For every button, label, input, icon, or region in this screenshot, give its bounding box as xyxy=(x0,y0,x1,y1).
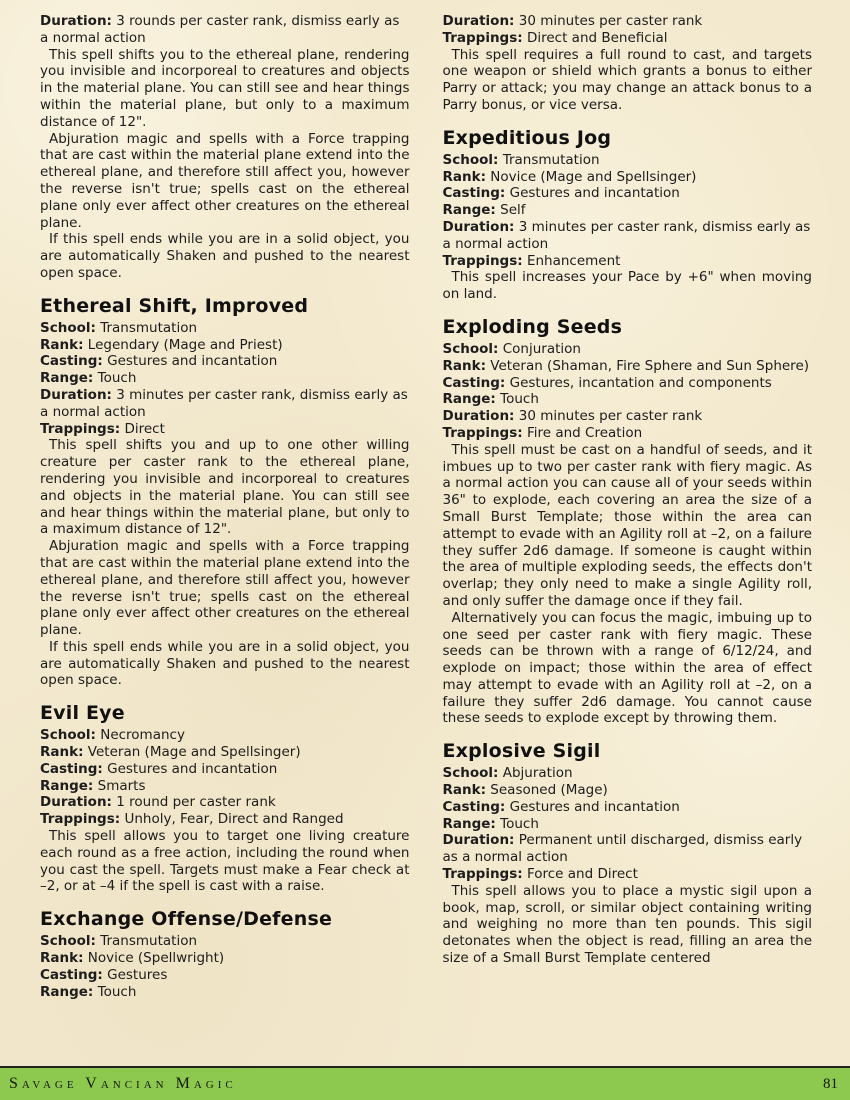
stat-label: Duration: xyxy=(442,218,515,235)
stat-line xyxy=(443,782,813,799)
spell-paragraph: This spell shifts you and up to one other willing creature per caster rank to the ethereal plane, rendering you invisible and incorporeal to creatures and objects in the material plane. You can still see and hear things within the material plane, but only to a maximum distance of 12". xyxy=(40,437,410,538)
stat-label: Rank: xyxy=(442,782,486,799)
stat-value: Smarts xyxy=(97,777,146,794)
stat-label: Range: xyxy=(442,391,496,408)
stat-line xyxy=(40,353,410,370)
stat-label: Duration: xyxy=(40,794,112,811)
stat-line xyxy=(443,169,813,186)
stat-value: Enhancement xyxy=(526,252,621,269)
stat-label: Range: xyxy=(40,983,94,1000)
stat-line xyxy=(40,967,410,984)
stat-line xyxy=(40,778,410,795)
stat-value: Transmutation xyxy=(100,319,198,336)
stat-label: Duration: xyxy=(442,832,515,849)
stat-value: Veteran (Mage and Spellsinger) xyxy=(87,744,301,761)
spell-paragraph: This spell allows you to target one living creature each round as a free action, including the round when you cast the spell. Targets must make a Fear check at –2, or at –4 if the spell is cast with a raise. xyxy=(40,828,410,895)
spell-paragraph: This spell requires a full round to cast, and targets one weapon or shield which grants a bonus to either Parry or attack; you may change an attack bonus to a Parry bonus, or vice versa. xyxy=(442,46,812,113)
stat-label: Rank: xyxy=(442,168,486,185)
stat-value: 3 rounds per caster rank, dismiss early as a normal action xyxy=(40,13,400,46)
stat-value: Touch xyxy=(97,370,137,387)
spell-paragraph: This spell allows you to place a mystic sigil upon a book, map, scroll, or similar object containing writing and weighing no more than ten pounds. This sigil detonates when the object is read, filling an area the size of a Small Burst Template centered xyxy=(442,882,812,967)
stat-line xyxy=(443,30,813,47)
stat-line xyxy=(443,375,813,392)
stat-label: Range: xyxy=(40,370,94,387)
left-column xyxy=(40,13,410,1000)
spell-paragraph: This spell shifts you to the ethereal plane, rendering you invisible and incorporeal to creatures and objects in the material plane. You can still see and hear things within the material plane, but only to a maximum distance of 12". xyxy=(40,46,410,130)
spell-stat-block xyxy=(443,765,813,883)
stat-label: Trappings: xyxy=(442,866,523,883)
stat-value: Direct and Beneficial xyxy=(526,29,668,46)
stat-value: Force and Direct xyxy=(526,866,638,883)
stat-label: Trappings: xyxy=(442,29,523,46)
stat-line xyxy=(443,185,813,202)
spell-title: Exchange Offense/Defense xyxy=(40,908,333,931)
spell-stat-block xyxy=(443,341,813,442)
stat-value: Novice (Mage and Spellsinger) xyxy=(490,168,697,185)
stat-label: Casting: xyxy=(40,966,103,983)
stat-value: Transmutation xyxy=(100,933,198,950)
stat-value: Gestures and incantation xyxy=(107,353,278,370)
stat-label: Casting: xyxy=(40,760,103,777)
spell-stat-block xyxy=(40,933,410,1000)
spell-stat-block xyxy=(40,727,410,828)
spell-paragraph: This spell must be cast on a handful of seeds, and it imbues up to two per caster rank with fiery magic. As a normal action you can cause all of your seeds within 36" to explode, each covering an area the size of a Small Burst Template; those within the area can attempt to evade with an Agility roll at –2, on a failure they suffer 2d6 damage. If someone is caught within the area of multiple exploding seeds, the effects don't overlap; they only need to make a single Agility roll, and only suffer the damage once if they fail. xyxy=(442,441,812,609)
stat-value: Novice (Spellwright) xyxy=(87,950,225,967)
stat-label: School: xyxy=(442,765,499,782)
stat-value: Gestures and incantation xyxy=(509,185,680,202)
stat-value: Self xyxy=(500,202,526,219)
stat-value: 1 round per caster rank xyxy=(116,794,276,811)
stat-line xyxy=(443,816,813,833)
stat-line xyxy=(40,387,410,421)
stat-value: Permanent until discharged, dismiss early as a normal action xyxy=(442,832,803,866)
spell-title: Ethereal Shift, Improved xyxy=(40,294,309,317)
stat-value: Necromancy xyxy=(100,727,185,744)
spell-title: Explosive Sigil xyxy=(442,740,601,763)
stat-value: Transmutation xyxy=(502,151,600,168)
stat-label: Duration: xyxy=(40,13,112,29)
stat-value: Veteran (Shaman, Fire Sphere and Sun Sphere) xyxy=(490,357,810,374)
spell-paragraph: If this spell ends while you are in a solid object, you are automatically Shaken and pushed to the nearest open space. xyxy=(40,638,410,689)
stat-label: Duration: xyxy=(40,386,112,403)
stat-line xyxy=(40,794,410,811)
stat-line xyxy=(40,933,410,950)
stat-value: 3 minutes per caster rank, dismiss early as a normal action xyxy=(442,218,811,252)
spell-paragraph: This spell increases your Pace by +6" when moving on land. xyxy=(442,269,812,303)
stat-label: School: xyxy=(442,340,499,357)
stat-line xyxy=(443,391,813,408)
stat-line xyxy=(40,320,410,337)
stat-value: 30 minutes per caster rank xyxy=(518,13,703,29)
stat-line xyxy=(40,370,410,387)
stat-line xyxy=(443,832,813,866)
stat-value: Abjuration xyxy=(502,765,573,782)
spell-paragraph: If this spell ends while you are in a solid object, you are automatically Shaken and pushed to the nearest open space. xyxy=(40,231,410,281)
stat-value: Gestures and incantation xyxy=(107,760,278,777)
stat-label: Trappings: xyxy=(442,252,523,269)
page-number: 81 xyxy=(823,1075,838,1092)
footer-chapter-title: Savage Vancian Magic xyxy=(9,1075,237,1092)
stat-label: Rank: xyxy=(40,744,84,761)
stat-label: School: xyxy=(40,319,96,336)
stat-value: Unholy, Fear, Direct and Ranged xyxy=(124,811,344,828)
spell-stat-block xyxy=(443,152,813,270)
stat-label: School: xyxy=(40,727,96,744)
stat-line xyxy=(443,765,813,782)
stat-label: Casting: xyxy=(442,185,506,202)
stat-value: Touch xyxy=(97,983,137,1000)
stat-line xyxy=(443,341,813,358)
stat-label: Rank: xyxy=(40,336,84,353)
stat-value: Fire and Creation xyxy=(526,424,643,441)
stat-line xyxy=(443,219,813,253)
stat-label: School: xyxy=(40,933,96,950)
spell-paragraph: Abjuration magic and spells with a Force trapping that are cast within the material plane extend into the ethereal plane, and therefore still affect you, however the reverse isn't true; spells cast on the ethereal plane only ever affect other creatures on the ethereal plane. xyxy=(40,130,410,231)
stat-value: Legendary (Mage and Priest) xyxy=(87,336,283,353)
stat-label: Trappings: xyxy=(40,811,121,828)
spell-stat-block xyxy=(40,320,410,438)
stat-label: Range: xyxy=(442,815,496,832)
stat-line xyxy=(443,202,813,219)
stat-value: Touch xyxy=(500,815,539,832)
stat-value: Direct xyxy=(124,420,165,437)
spell-paragraph: Alternatively you can focus the magic, imbuing up to one seed per caster rank with fiery magic. These seeds can be thrown with a range of 6/12/24, and explode on impact; those within the area of effect may attempt to evade with an Agility roll at –2, on a failure they suffer 2d6 damage. You cannot cause these seeds to explode except by throwing them. xyxy=(442,609,812,727)
stat-line xyxy=(443,358,813,375)
spell-stat-block xyxy=(443,13,813,47)
stat-line xyxy=(443,152,813,169)
stat-value: Gestures, incantation and components xyxy=(509,374,772,391)
stat-label: Casting: xyxy=(442,374,506,391)
stat-line xyxy=(443,866,813,883)
stat-line xyxy=(443,408,813,425)
stat-label: Casting: xyxy=(40,353,103,370)
stat-line xyxy=(40,950,410,967)
stat-label: Rank: xyxy=(40,950,84,967)
stat-line xyxy=(40,811,410,828)
spell-title: Evil Eye xyxy=(40,702,125,725)
spell-title: Expeditious Jog xyxy=(442,126,612,149)
stat-line xyxy=(40,421,410,438)
stat-line xyxy=(40,984,410,1001)
spell-stat-block xyxy=(40,13,410,47)
spell-paragraph: Abjuration magic and spells with a Force trapping that are cast within the material plane extend into the ethereal plane, and therefore still affect you, however the reverse isn't true; spells cast on the ethereal plane only ever affect other creatures on the ethereal plane. xyxy=(40,538,410,639)
stat-label: Rank: xyxy=(442,357,486,374)
stat-line xyxy=(443,253,813,270)
stat-value: Gestures and incantation xyxy=(509,798,680,815)
stat-line xyxy=(40,761,410,778)
page-footer xyxy=(0,1066,850,1100)
stat-label: Casting: xyxy=(442,798,506,815)
stat-value: Conjuration xyxy=(502,340,581,357)
stat-line xyxy=(40,744,410,761)
stat-label: Duration: xyxy=(442,408,515,425)
stat-label: Range: xyxy=(442,202,496,219)
stat-line xyxy=(40,13,410,47)
stat-label: Trappings: xyxy=(40,420,121,437)
stat-line xyxy=(40,337,410,354)
spell-title: Exploding Seeds xyxy=(442,315,623,338)
stat-value: Touch xyxy=(500,391,539,408)
stat-label: Range: xyxy=(40,777,94,794)
stat-value: 30 minutes per caster rank xyxy=(518,408,703,425)
stat-line xyxy=(443,425,813,442)
stat-line xyxy=(40,727,410,744)
stat-value: Seasoned (Mage) xyxy=(490,782,608,799)
stat-line xyxy=(443,13,813,30)
stat-line xyxy=(443,799,813,816)
stat-label: School: xyxy=(442,151,499,168)
stat-value: 3 minutes per caster rank, dismiss early as a normal action xyxy=(40,386,408,420)
stat-label: Duration: xyxy=(442,13,515,29)
right-column xyxy=(443,13,813,1000)
stat-value: Gestures xyxy=(107,966,168,983)
stat-label: Trappings: xyxy=(442,424,523,441)
